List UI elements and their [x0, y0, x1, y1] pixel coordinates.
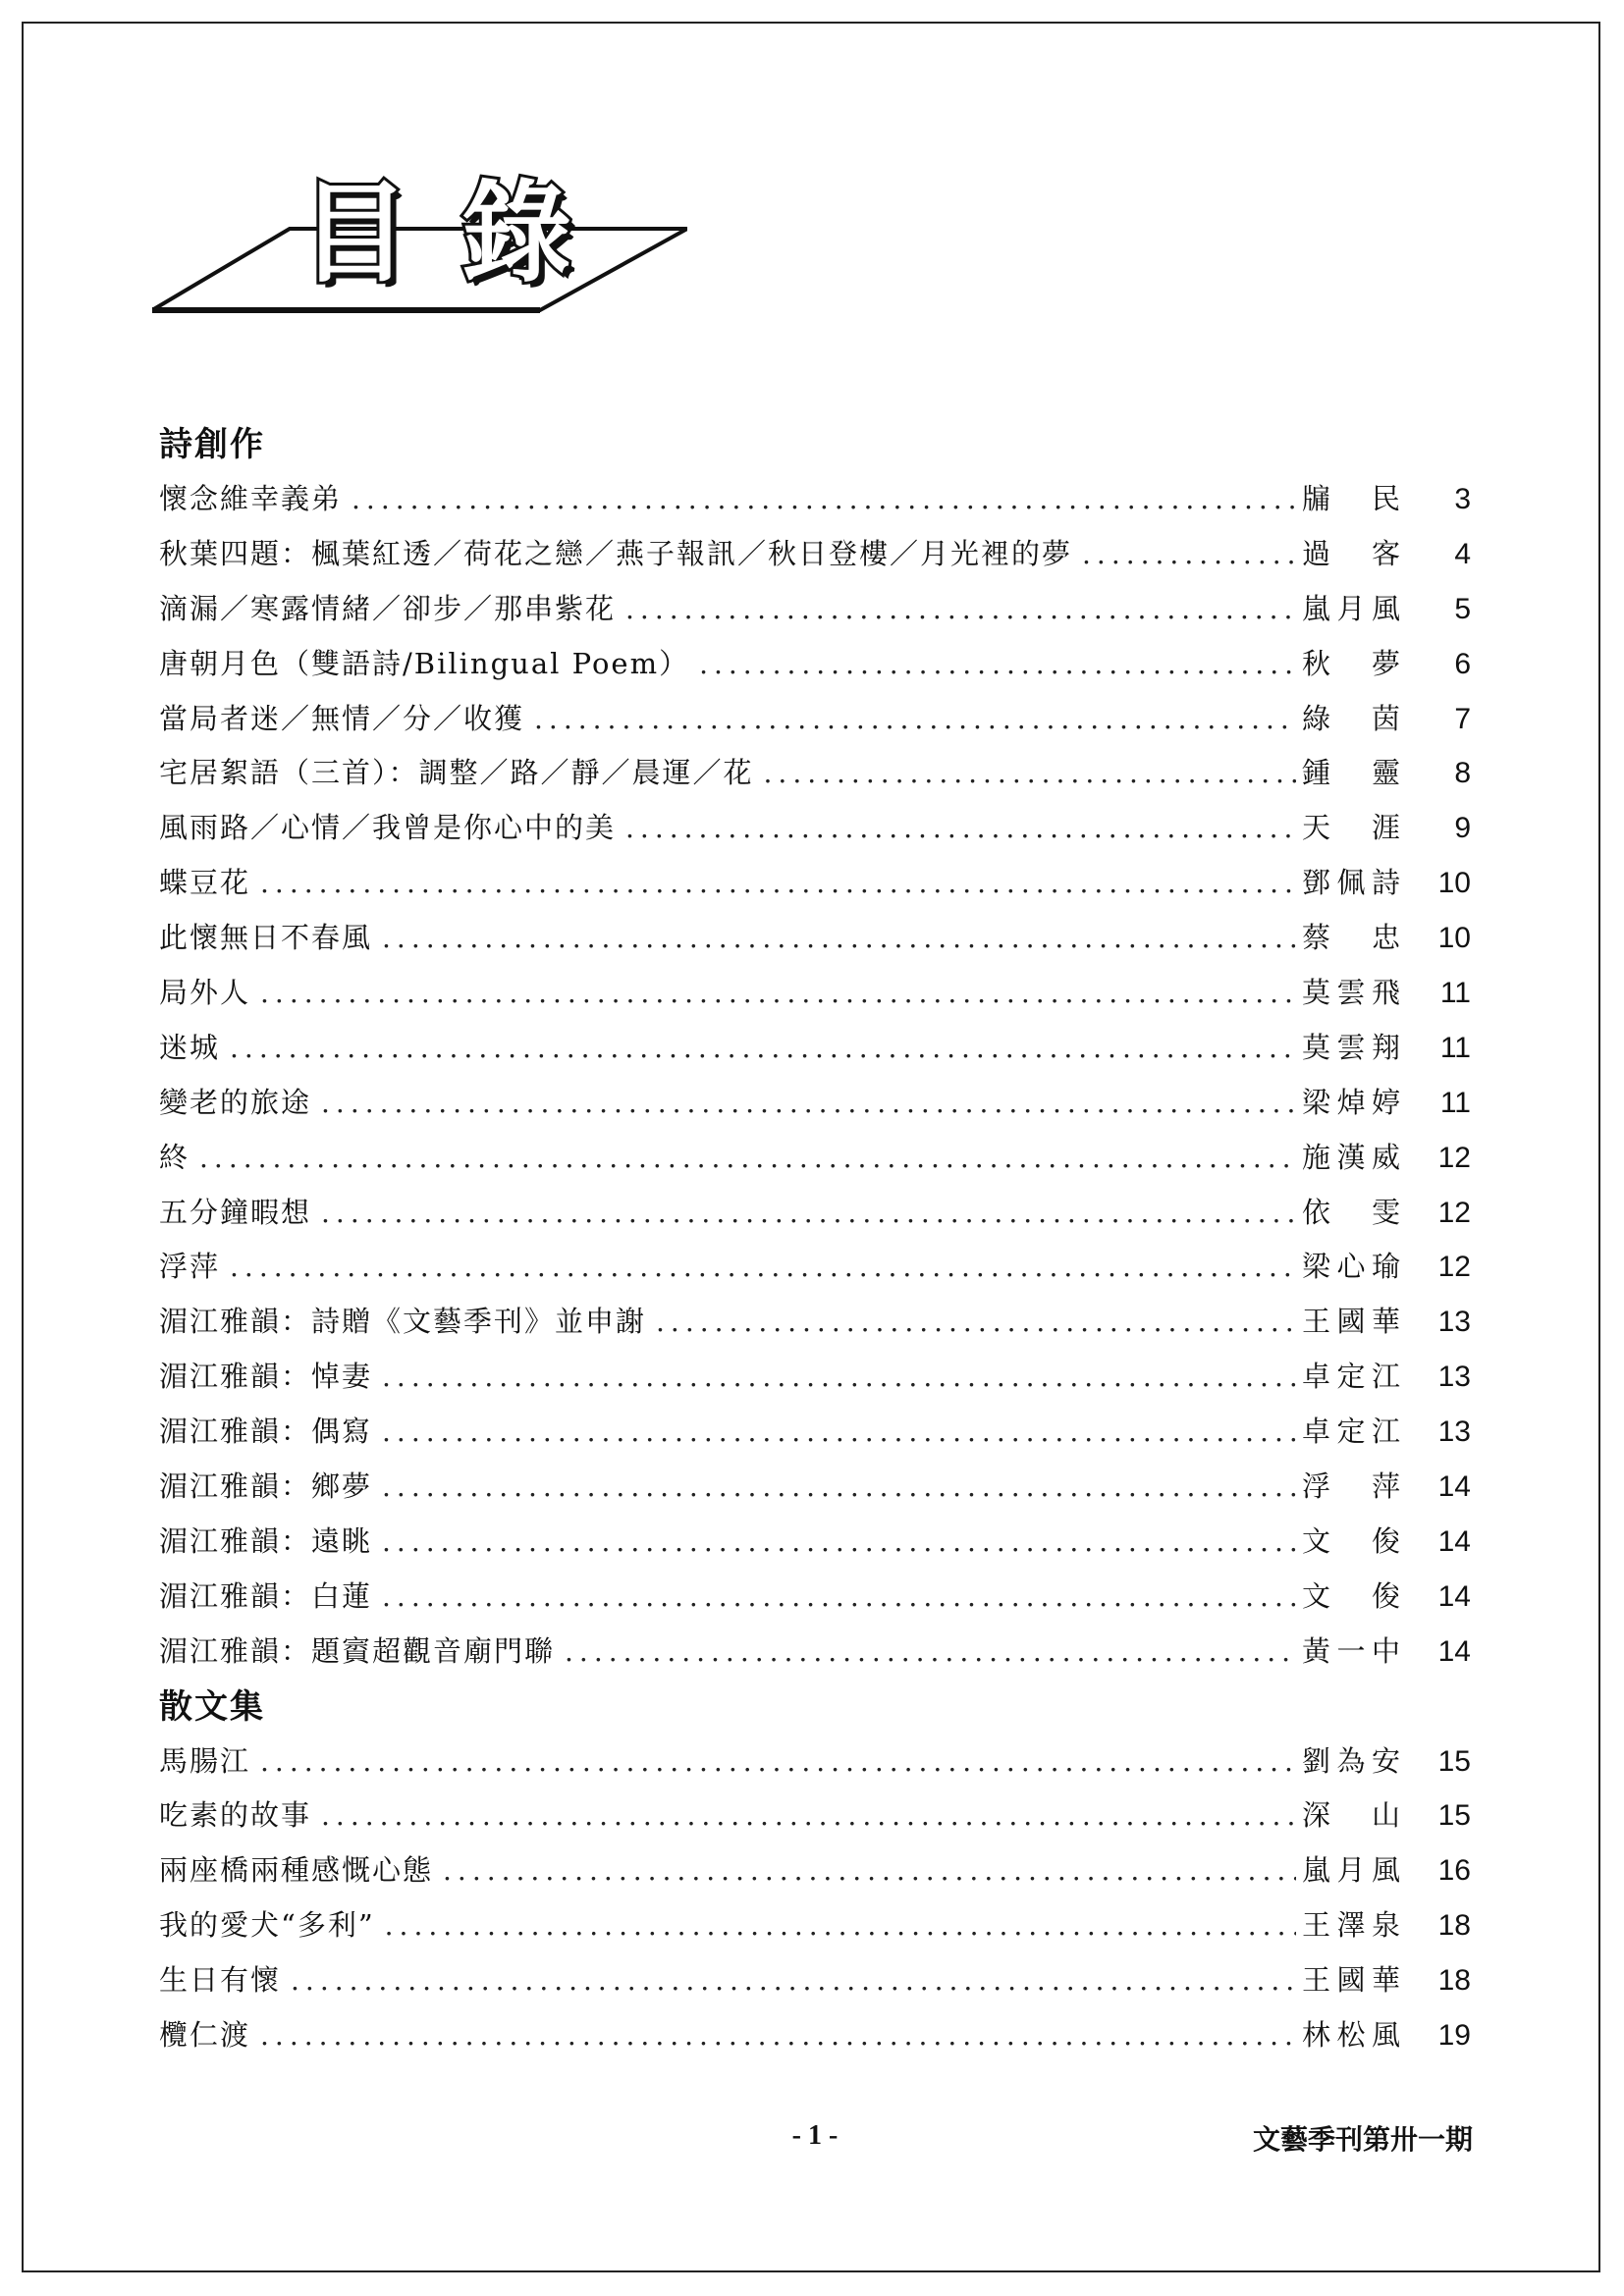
leader-dots — [260, 856, 1296, 911]
entry-author: 王澤泉 — [1302, 1908, 1400, 1943]
entry-title: 局外人 — [159, 976, 251, 1010]
leader-dots — [352, 472, 1296, 527]
entry-page: 11 — [1439, 1031, 1471, 1064]
entry-page: 10 — [1437, 922, 1471, 955]
entry-title: 吃素的故事 — [159, 1798, 312, 1833]
leader-dots — [656, 1295, 1296, 1350]
leader-dots — [230, 1021, 1296, 1076]
section-heading-poetry: 詩創作 — [159, 425, 265, 464]
entry-page: 13 — [1437, 1306, 1471, 1339]
entry-author: 嵐月風 — [1302, 591, 1400, 625]
entry-page: 11 — [1439, 977, 1471, 1010]
leader-dots — [199, 1131, 1296, 1186]
entry-author: 林松風 — [1302, 2018, 1400, 2053]
entry-page: 16 — [1437, 1854, 1471, 1888]
toc-entry[interactable] — [159, 1240, 1471, 1295]
entry-title: 湄江雅韻：白蓮 — [159, 1578, 373, 1613]
entry-author: 綠茵 — [1302, 701, 1400, 735]
entry-title: 此懷無日不春風 — [159, 921, 373, 955]
toc-entry[interactable] — [159, 801, 1471, 856]
entry-page: 14 — [1437, 1524, 1471, 1558]
toc-entry[interactable] — [159, 692, 1471, 747]
entry-page: 3 — [1454, 483, 1471, 515]
entry-title: 湄江雅韻：遠眺 — [159, 1523, 373, 1558]
entry-page: 5 — [1454, 592, 1471, 625]
toc-entry[interactable] — [159, 1625, 1471, 1680]
entry-page: 14 — [1437, 1470, 1471, 1504]
entry-page: 14 — [1437, 1579, 1471, 1613]
toc-entry[interactable] — [159, 1843, 1471, 1898]
toc-entry[interactable] — [159, 582, 1471, 637]
toc-entry[interactable] — [159, 1460, 1471, 1515]
entry-author: 梁焯婷 — [1302, 1085, 1400, 1119]
leader-dots — [764, 746, 1296, 801]
entry-author: 鄧佩詩 — [1302, 866, 1400, 900]
leader-dots — [321, 1186, 1296, 1241]
leader-dots — [565, 1625, 1296, 1680]
entry-title: 馬腸江 — [159, 1743, 251, 1778]
entry-title: 生日有懷 — [159, 1963, 282, 1998]
toc-entry[interactable] — [159, 1131, 1471, 1186]
entry-page: 10 — [1437, 867, 1471, 900]
entry-page: 7 — [1454, 702, 1471, 735]
entry-author: 依雯 — [1302, 1195, 1400, 1229]
toc-entry[interactable] — [159, 472, 1471, 527]
entry-author: 鍾靈 — [1302, 756, 1400, 790]
entry-author: 黃一中 — [1302, 1633, 1400, 1668]
toc-title-banner — [152, 170, 687, 332]
leader-dots — [699, 637, 1296, 692]
leader-dots — [385, 1898, 1296, 1953]
entry-page: 12 — [1437, 1251, 1471, 1284]
entry-title: 湄江雅韻：偶寫 — [159, 1415, 373, 1449]
entry-author: 卓定江 — [1302, 1415, 1400, 1449]
toc-entry[interactable] — [159, 2008, 1471, 2063]
entry-page: 12 — [1437, 1196, 1471, 1229]
toc-entry[interactable] — [159, 527, 1471, 582]
entry-page: 18 — [1437, 1909, 1471, 1943]
leader-dots — [260, 2008, 1296, 2063]
toc-entry[interactable] — [159, 1898, 1471, 1953]
leader-dots — [382, 1460, 1296, 1515]
entry-page: 9 — [1454, 812, 1471, 845]
leader-dots — [625, 582, 1296, 637]
toc-entry[interactable] — [159, 911, 1471, 966]
toc-entry[interactable] — [159, 1021, 1471, 1076]
entry-page: 4 — [1454, 537, 1471, 570]
toc-entry[interactable] — [159, 1076, 1471, 1131]
entry-title: 湄江雅韻：題賨超觀音廟門聯 — [159, 1633, 556, 1668]
leader-dots — [291, 1953, 1296, 2008]
leader-dots — [382, 1515, 1296, 1570]
toc-entry[interactable] — [159, 746, 1471, 801]
toc-entry[interactable] — [159, 1515, 1471, 1570]
entry-title: 迷城 — [159, 1030, 221, 1064]
leader-dots — [321, 1789, 1296, 1843]
entry-page: 13 — [1437, 1361, 1471, 1394]
entry-author: 文俊 — [1302, 1578, 1400, 1613]
entry-title: 宅居絮語（三首）：調整／路／靜／晨運／花 — [159, 756, 754, 790]
leader-dots — [1082, 527, 1296, 582]
entry-author: 莫雲飛 — [1302, 976, 1400, 1010]
toc-entry[interactable] — [159, 856, 1471, 911]
entry-title: 終 — [159, 1140, 190, 1174]
entry-title: 唐朝月色（雙語詩/Bilingual Poem） — [159, 646, 690, 680]
entry-author: 卓定江 — [1302, 1360, 1400, 1394]
entry-title: 秋葉四題：楓葉紅透／荷花之戀／燕子報訊／秋日登樓／月光裡的夢 — [159, 536, 1073, 570]
toc-entry[interactable] — [159, 1350, 1471, 1405]
entry-page: 15 — [1437, 1799, 1471, 1833]
entry-author: 文俊 — [1302, 1523, 1400, 1558]
entry-title: 湄江雅韻：悼妻 — [159, 1360, 373, 1394]
entry-page: 14 — [1437, 1634, 1471, 1668]
entry-page: 19 — [1437, 2019, 1471, 2053]
leader-dots — [260, 966, 1296, 1021]
entry-title: 浮萍 — [159, 1250, 221, 1284]
leader-dots — [382, 1570, 1296, 1625]
leader-dots — [534, 692, 1296, 747]
leader-dots — [382, 911, 1296, 966]
entry-page: 12 — [1437, 1141, 1471, 1174]
leader-dots — [443, 1843, 1296, 1898]
entry-title: 湄江雅韻：詩贈《文藝季刊》並申謝 — [159, 1305, 647, 1339]
entry-author: 蔡忠 — [1302, 921, 1400, 955]
entry-title: 我的愛犬“多利” — [159, 1908, 375, 1943]
entry-title: 蝶豆花 — [159, 866, 251, 900]
entry-page: 8 — [1454, 757, 1471, 790]
section-heading-prose: 散文集 — [159, 1686, 265, 1727]
entry-page: 18 — [1437, 1964, 1471, 1998]
toc-entry[interactable] — [159, 1186, 1471, 1241]
entry-author: 浮萍 — [1302, 1469, 1400, 1504]
toc-entry[interactable] — [159, 1735, 1471, 1789]
entry-title: 滴漏／寒露情緒／卻步／那串紫花 — [159, 591, 617, 625]
entry-author: 天涯 — [1302, 811, 1400, 845]
toc-entry[interactable] — [159, 1570, 1471, 1625]
entry-title: 當局者迷／無情／分／收獲 — [159, 701, 525, 735]
entry-title: 五分鐘暇想 — [159, 1195, 312, 1229]
entry-title: 欖仁渡 — [159, 2018, 251, 2053]
toc-entry[interactable] — [159, 1953, 1471, 2008]
entry-page: 11 — [1439, 1086, 1471, 1119]
entry-page: 13 — [1437, 1415, 1471, 1449]
entry-page: 6 — [1454, 647, 1471, 680]
entry-title: 風雨路／心情／我曾是你心中的美 — [159, 811, 617, 845]
leader-dots — [382, 1405, 1296, 1460]
entry-author: 嵐月風 — [1302, 1853, 1400, 1888]
leader-dots — [382, 1350, 1296, 1405]
entry-author: 劉為安 — [1302, 1743, 1400, 1778]
toc-entry[interactable] — [159, 1789, 1471, 1843]
entry-author: 深山 — [1302, 1798, 1400, 1833]
entry-page: 15 — [1437, 1744, 1471, 1778]
entry-author: 過客 — [1302, 536, 1400, 570]
leader-dots — [230, 1240, 1296, 1295]
entry-author: 梁心瑜 — [1302, 1250, 1400, 1284]
entry-title: 兩座橋兩種感慨心態 — [159, 1853, 434, 1888]
entry-author: 秋夢 — [1302, 646, 1400, 680]
toc-entry[interactable] — [159, 637, 1471, 692]
title-char-mu: 目 — [299, 170, 409, 297]
title-char-lu: 錄 — [461, 170, 571, 297]
leader-dots — [260, 1735, 1296, 1789]
leader-dots — [625, 801, 1296, 856]
toc-entry[interactable] — [159, 966, 1471, 1021]
entry-author: 牖民 — [1302, 482, 1400, 515]
entry-author: 王國華 — [1302, 1305, 1400, 1339]
entry-title: 變老的旅途 — [159, 1085, 312, 1119]
table-of-contents — [159, 417, 1471, 2063]
toc-entry[interactable] — [159, 1295, 1471, 1350]
toc-entry[interactable] — [159, 1405, 1471, 1460]
footer-journal-issue: 文藝季刊第卅一期 — [1252, 2124, 1473, 2155]
entry-title: 湄江雅韻：鄉夢 — [159, 1469, 373, 1504]
entry-title: 懷念維幸義弟 — [159, 482, 343, 515]
entry-author: 施漢威 — [1302, 1140, 1400, 1174]
entry-author: 莫雲翔 — [1302, 1030, 1400, 1064]
footer-page-number: - 1 - — [791, 2120, 839, 2151]
entry-author: 王國華 — [1302, 1963, 1400, 1998]
leader-dots — [321, 1076, 1296, 1131]
